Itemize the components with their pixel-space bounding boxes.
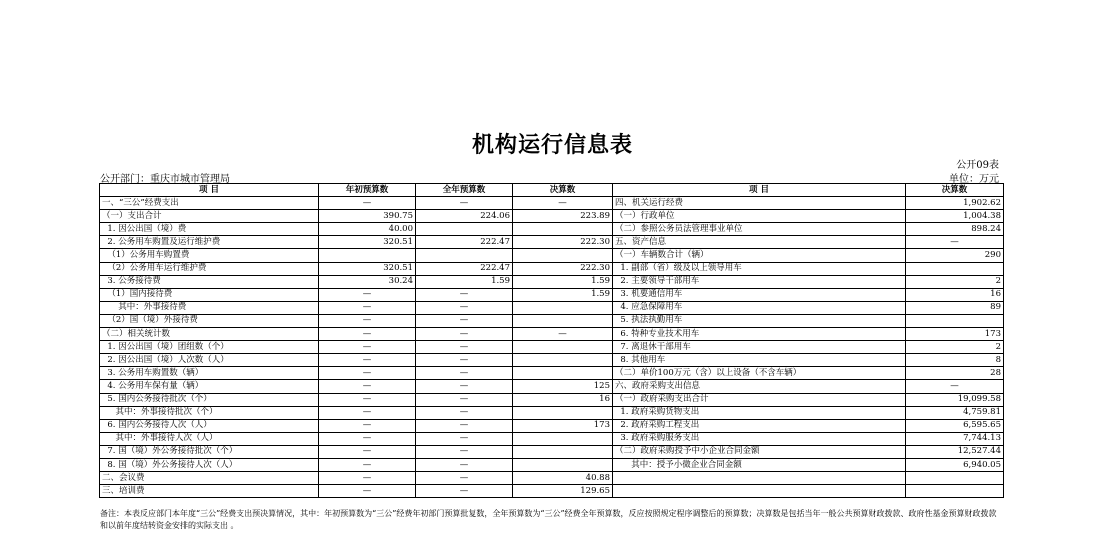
initial-budget-cell: — [319,341,416,354]
final-accounts-cell [513,432,613,445]
full-year-budget-cell: — [416,288,513,301]
right-item-cell: 7. 离退休干部用车 [613,341,906,354]
right-item-cell: 1. 政府采购货物支出 [613,406,906,419]
initial-budget-cell: — [319,472,416,485]
full-year-budget-cell: — [416,367,513,380]
table-row [100,380,1004,393]
left-item-cell: （1）国内接待费 [100,288,319,301]
left-item-cell: 3. 公务接待费 [100,275,319,288]
right-item-cell: 六、政府采购支出信息 [613,380,906,393]
table-row [100,197,1004,210]
final-accounts-cell: 1.59 [513,288,613,301]
header-left-item: 项 目 [100,184,319,197]
right-final-cell: — [906,236,1004,249]
final-accounts-cell [513,445,613,458]
initial-budget-cell: — [319,288,416,301]
initial-budget-cell: — [319,406,416,419]
table-row [100,445,1004,458]
full-year-budget-cell: — [416,419,513,432]
table-row [100,236,1004,249]
final-accounts-cell [513,367,613,380]
footnote: 备注：本表反应部门本年度“三公”经费支出预决算情况，其中：年初预算数为“三公”经费年初部门预算批复数，全年预算数为“三公”经费全年预算数，反应按照规定程序调整后的预算数；决算数是包括当年一般公共预算财政拨款、政府性基金预算财政拨款和以前年度结转资金安排的实际支出 。 [100,509,997,530]
initial-budget-cell: — [319,354,416,367]
left-item-cell: 其中：外事接待批次（个） [100,406,319,419]
initial-budget-cell: 320.51 [319,262,416,275]
full-year-budget-cell [416,223,513,236]
initial-budget-cell [319,249,416,262]
table-row [100,472,1004,485]
right-item-cell: 五、资产信息 [613,236,906,249]
right-final-cell [906,485,1004,498]
right-final-cell: 12,527.44 [906,445,1004,458]
left-item-cell: 5. 国内公务接待批次（个） [100,393,319,406]
table-row [100,249,1004,262]
right-final-cell: 173 [906,328,1004,341]
right-final-cell: 290 [906,249,1004,262]
initial-budget-cell: — [319,419,416,432]
full-year-budget-cell: 1.59 [416,275,513,288]
right-item-cell: （二）单价100万元（含）以上设备（不含车辆） [613,367,906,380]
final-accounts-cell: — [513,328,613,341]
right-final-cell: 2 [906,341,1004,354]
table-row [100,458,1004,471]
right-final-cell: 89 [906,301,1004,314]
table-header-row [100,184,1004,197]
left-item-cell: （1）公务用车购置费 [100,249,319,262]
left-item-cell: 3. 公务用车购置数（辆） [100,367,319,380]
final-accounts-cell [513,458,613,471]
right-item-cell: 8. 其他用车 [613,354,906,367]
left-item-cell: 6. 国内公务接待人次（人） [100,419,319,432]
initial-budget-cell: — [319,485,416,498]
full-year-budget-cell: — [416,472,513,485]
right-item-cell: （二）参照公务员法管理事业单位 [613,223,906,236]
right-final-cell: 8 [906,354,1004,367]
right-final-cell [906,262,1004,275]
left-item-cell: 二、会议费 [100,472,319,485]
initial-budget-cell: 390.75 [319,210,416,223]
table-row [100,223,1004,236]
left-item-cell: 其中：外事接待费 [100,301,319,314]
header-right-final: 决算数 [906,184,1004,197]
final-accounts-cell: 1.59 [513,275,613,288]
full-year-budget-cell: — [416,445,513,458]
final-accounts-cell [513,301,613,314]
left-item-cell: 4. 公务用车保有量（辆） [100,380,319,393]
right-item-cell [613,485,906,498]
header-full-year-budget: 全年预算数 [416,184,513,197]
right-final-cell: 4,759.81 [906,406,1004,419]
table-row [100,485,1004,498]
right-item-cell [613,472,906,485]
full-year-budget-cell: — [416,432,513,445]
initial-budget-cell: — [319,432,416,445]
table-row [100,210,1004,223]
initial-budget-cell: — [319,458,416,471]
full-year-budget-cell: 224.06 [416,210,513,223]
left-item-cell: 三、培训费 [100,485,319,498]
final-accounts-cell: 222.30 [513,236,613,249]
left-item-cell: 2. 公务用车购置及运行维护费 [100,236,319,249]
full-year-budget-cell: — [416,458,513,471]
right-item-cell: 1. 副部（省）级及以上领导用车 [613,262,906,275]
full-year-budget-cell: — [416,393,513,406]
final-accounts-cell: 173 [513,419,613,432]
right-item-cell: （二）政府采购授予中小企业合同金额 [613,445,906,458]
right-final-cell: 898.24 [906,223,1004,236]
full-year-budget-cell: 222.47 [416,262,513,275]
final-accounts-cell [513,223,613,236]
right-final-cell: 1,902.62 [906,197,1004,210]
initial-budget-cell: — [319,301,416,314]
initial-budget-cell: — [319,445,416,458]
page-title: 机构运行信息表 [471,133,633,158]
info-table [99,183,1004,498]
right-item-cell: 6. 特种专业技术用车 [613,328,906,341]
right-final-cell: — [906,380,1004,393]
right-final-cell: 19,099.58 [906,393,1004,406]
full-year-budget-cell: — [416,314,513,327]
right-item-cell: 3. 政府采购服务支出 [613,432,906,445]
left-item-cell: （二）相关统计数 [100,328,319,341]
header-initial-budget: 年初预算数 [319,184,416,197]
table-row [100,314,1004,327]
right-final-cell [906,314,1004,327]
left-item-cell: 7. 国（境）外公务接待批次（个） [100,445,319,458]
full-year-budget-cell: — [416,328,513,341]
final-accounts-cell: 16 [513,393,613,406]
left-item-cell: 2. 因公出国（境）人次数（人） [100,354,319,367]
final-accounts-cell [513,314,613,327]
final-accounts-cell: — [513,197,613,210]
final-accounts-cell: 125 [513,380,613,393]
right-final-cell: 6,595.65 [906,419,1004,432]
full-year-budget-cell: — [416,406,513,419]
full-year-budget-cell [416,249,513,262]
right-final-cell: 7,744.13 [906,432,1004,445]
header-right-item: 项 目 [613,184,906,197]
final-accounts-cell [513,249,613,262]
table-row [100,275,1004,288]
right-item-cell: 四、机关运行经费 [613,197,906,210]
right-item-cell: 2. 主要领导干部用车 [613,275,906,288]
left-item-cell: 一、“三公”经费支出 [100,197,319,210]
unit-label: 单位：万元 [949,174,999,185]
left-item-cell: 1. 因公出国（境）团组数（个） [100,341,319,354]
full-year-budget-cell: 222.47 [416,236,513,249]
final-accounts-cell: 223.89 [513,210,613,223]
full-year-budget-cell: — [416,301,513,314]
right-final-cell: 2 [906,275,1004,288]
table-row [100,432,1004,445]
final-accounts-cell [513,406,613,419]
final-accounts-cell: 129.65 [513,485,613,498]
table-row [100,354,1004,367]
right-final-cell: 6,940.05 [906,458,1004,471]
right-item-cell: 其中：授予小微企业合同金额 [613,458,906,471]
initial-budget-cell: — [319,197,416,210]
left-item-cell: （2）公务用车运行维护费 [100,262,319,275]
initial-budget-cell: 30.24 [319,275,416,288]
table-row [100,262,1004,275]
initial-budget-cell: — [319,367,416,380]
final-accounts-cell [513,354,613,367]
full-year-budget-cell: — [416,380,513,393]
left-item-cell: 其中：外事接待人次（人） [100,432,319,445]
left-item-cell: 1. 因公出国（境）费 [100,223,319,236]
right-item-cell: （一）行政单位 [613,210,906,223]
full-year-budget-cell: — [416,354,513,367]
table-row [100,341,1004,354]
table-row [100,328,1004,341]
left-item-cell: （一）支出合计 [100,210,319,223]
right-final-cell [906,472,1004,485]
initial-budget-cell: — [319,328,416,341]
left-item-cell: 8. 国（境）外公务接待人次（人） [100,458,319,471]
right-final-cell: 1,004.38 [906,210,1004,223]
table-row [100,367,1004,380]
right-item-cell: （一）政府采购支出合计 [613,393,906,406]
initial-budget-cell: 40.00 [319,223,416,236]
right-final-cell: 16 [906,288,1004,301]
header-final-accounts: 决算数 [513,184,613,197]
right-final-cell: 28 [906,367,1004,380]
department-label: 公开部门：重庆市城市管理局 [100,174,230,185]
table-row [100,406,1004,419]
initial-budget-cell: 320.51 [319,236,416,249]
table-code: 公开09表 [956,160,999,171]
initial-budget-cell: — [319,393,416,406]
initial-budget-cell: — [319,380,416,393]
table-row [100,301,1004,314]
full-year-budget-cell: — [416,485,513,498]
table-row [100,419,1004,432]
right-item-cell: （一）车辆数合计（辆） [613,249,906,262]
final-accounts-cell: 40.88 [513,472,613,485]
right-item-cell: 2. 政府采购工程支出 [613,419,906,432]
initial-budget-cell: — [319,314,416,327]
right-item-cell: 4. 应急保障用车 [613,301,906,314]
right-item-cell: 3. 机要通信用车 [613,288,906,301]
left-item-cell: （2）国（境）外接待费 [100,314,319,327]
table-row [100,393,1004,406]
table-row [100,288,1004,301]
full-year-budget-cell: — [416,341,513,354]
final-accounts-cell [513,341,613,354]
full-year-budget-cell: — [416,197,513,210]
right-item-cell: 5. 执法执勤用车 [613,314,906,327]
final-accounts-cell: 222.30 [513,262,613,275]
